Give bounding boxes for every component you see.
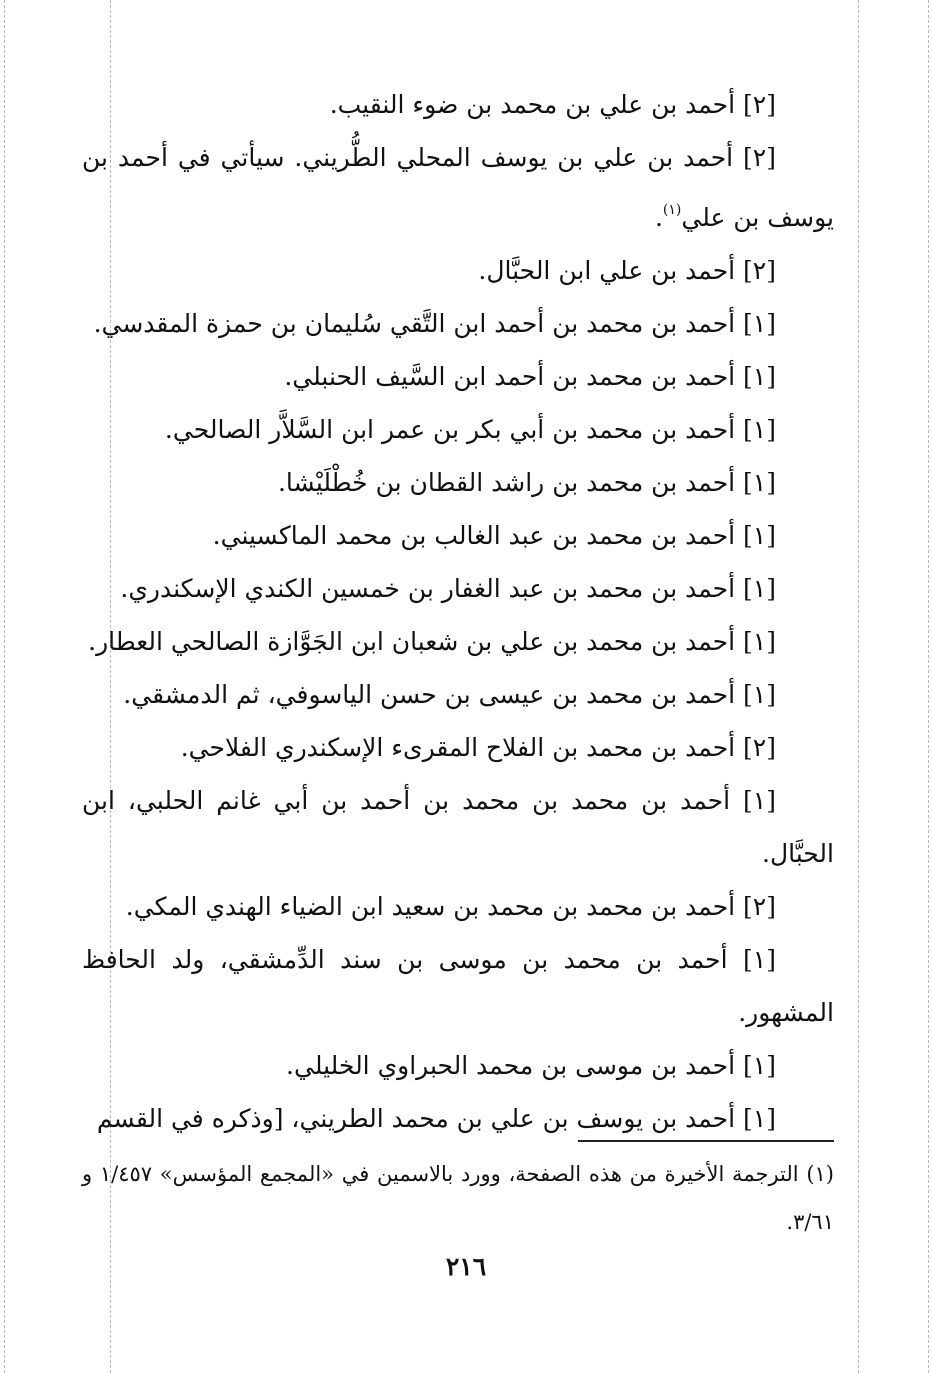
entry-7: [١] أحمد بن محمد بن راشد القطان بن خُطْلَيْشا. xyxy=(277,468,776,497)
entry-8: [١] أحمد بن محمد بن عبد الغالب بن محمد الماكسيني. xyxy=(212,521,776,550)
entry-9: [١] أحمد بن محمد بن عبد الغفار بن خمسين الكندي الإسكندري. xyxy=(120,574,776,603)
entry-12: [٢] أحمد بن محمد بن الفلاح المقرىء الإسكندري الفلاحي. xyxy=(180,733,776,762)
footnote-separator xyxy=(578,1140,834,1142)
scan-margin-line-edge xyxy=(928,0,929,1373)
entries-list xyxy=(82,78,834,1145)
footnote: (١) الترجمة الأخيرة من هذه الصفحة، وورد بالاسمين في «المجمع المؤسس» ١/٤٥٧ و ٣/٦١. xyxy=(82,1162,834,1234)
entry-4: [١] أحمد بن محمد بن أحمد ابن التَّقي سُليمان بن حمزة المقدسي. xyxy=(93,309,776,338)
entry-3: [٢] أحمد بن علي ابن الحبَّال. xyxy=(478,256,776,285)
entry-17: [١] أحمد بن يوسف بن علي بن محمد الطريني، [وذكره في القسم xyxy=(96,1104,776,1133)
entry-10: [١] أحمد بن محمد بن علي بن شعبان ابن الجَوَّازة الصالحي العطار. xyxy=(88,627,776,656)
entry-15: [١] أحمد بن محمد بن موسى بن سند الدِّمشقي، ولد الحافظ المشهور. xyxy=(82,945,834,1027)
entry-6: [١] أحمد بن محمد بن أبي بكر بن عمر ابن السَّلاَّر الصالحي. xyxy=(164,415,776,444)
entry-16: [١] أحمد بن موسى بن محمد الحبراوي الخليلي. xyxy=(286,1051,776,1080)
scan-margin-line-right xyxy=(858,0,859,1373)
page-number: ٢١٦ xyxy=(445,1252,487,1281)
entry-11: [١] أحمد بن محمد بن عيسى بن حسن الياسوفي، ثم الدمشقي. xyxy=(123,680,776,709)
entry-2-text: [٢] أحمد بن علي بن يوسف المحلي الطُّريني. سيأتي في أحمد بن يوسف بن علي xyxy=(82,143,834,232)
entry-2-tail: . xyxy=(654,203,663,232)
entry-1: [٢] أحمد بن علي بن محمد بن ضوء النقيب. xyxy=(329,90,776,119)
entry-14: [٢] أحمد بن محمد بن محمد بن سعيد ابن الضياء الهندي المكي. xyxy=(125,892,776,921)
entry-5: [١] أحمد بن محمد بن أحمد ابن السَّيف الحنبلي. xyxy=(284,362,776,391)
scan-margin-line-left xyxy=(4,0,5,1373)
footnote-reference[interactable]: (١) xyxy=(662,202,682,218)
entry-2 xyxy=(82,131,834,244)
entry-13: [١] أحمد بن محمد بن محمد بن أحمد بن أبي غانم الحلبي، ابن الحبَّال. xyxy=(82,786,834,868)
